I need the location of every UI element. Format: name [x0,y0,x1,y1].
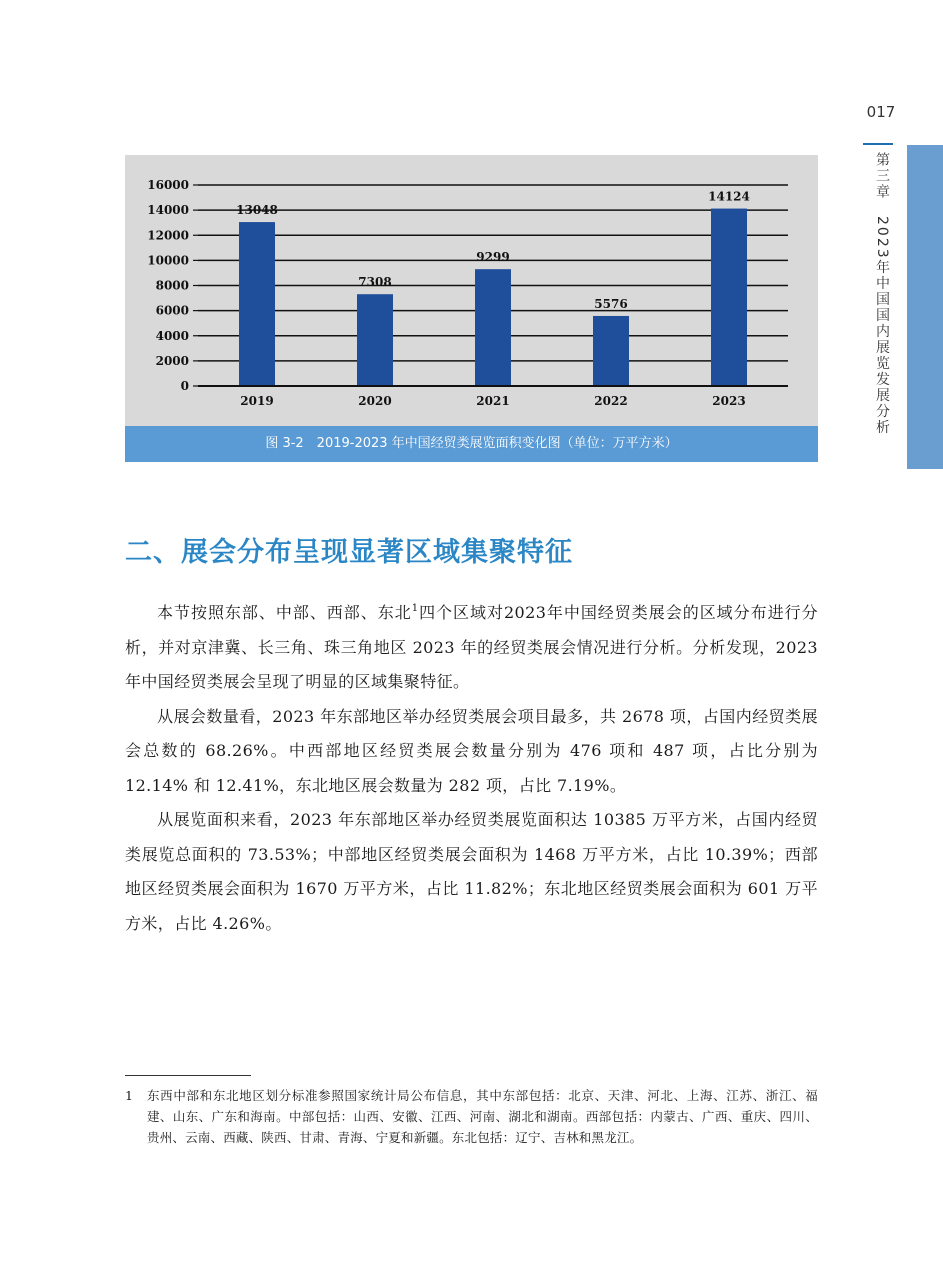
paragraph-2: 从展会数量看，2023 年东部地区举办经贸类展会项目最多，共 2678 项，占国内经贸类展会总数的 68.26%。中西部地区经贸类展会数量分别为 476 项和 487 项，占比分别为 12.14% 和 12.41%，东北地区展会数量为 282 项，占比 7.19%。 [125,706,818,795]
footnote-reference[interactable]: 1 [411,603,419,614]
section-heading: 二、展会分布呈现显著区域集聚特征 [125,537,573,568]
x-tick-label: 2022 [594,394,628,408]
paragraph-1-part-a: 本节按照东部、中部、西部、东北 [157,603,412,622]
y-tick-label: 2000 [155,353,189,368]
x-tick-label: 2020 [358,394,392,408]
data-label: 7308 [358,275,392,290]
chapter-tab [907,145,943,469]
bar [239,222,275,386]
data-label: 5576 [594,296,628,311]
page-number-rule [863,143,893,145]
y-tick-label: 12000 [147,228,189,243]
page-number: 017 [866,103,896,121]
chart-area [125,155,818,426]
y-tick-label: 0 [180,379,189,393]
chapter-label: 第三章 [874,152,890,200]
footnote-rule [125,1075,251,1076]
footnote [125,1085,818,1148]
paragraph-1 [125,596,818,700]
y-tick-label: 14000 [147,203,189,218]
y-tick-label: 4000 [155,328,189,343]
x-tick-label: 2021 [476,394,510,408]
section-body [125,596,818,941]
y-tick-label: 10000 [147,253,189,268]
data-label: 13048 [236,203,278,218]
x-tick-label: 2019 [240,394,274,408]
footnote-number: 1 [125,1088,134,1103]
x-tick-label: 2023 [712,394,746,408]
bar [593,316,629,386]
figure-caption: 图 3-2 2019-2023 年中国经贸类展览面积变化图（单位：万平方米） [125,426,818,462]
paragraph-3: 从展览面积来看，2023 年东部地区举办经贸类展览面积达 10385 万平方米，占国内经贸类展览总面积的 73.53%；中部地区经贸类展会面积为 1468 万平方米，占比 10.39%；西部地区经贸类展会面积为 1670 万平方米，占比 11.82%；东北地区经贸类展会面积为 601 万平方米，占比 4.26%。 [125,810,818,933]
bar-chart [125,155,818,426]
footnote-text: 东西中部和东北地区划分标准参照国家统计局公布信息，其中东部包括：北京、天津、河北、上海、江苏、浙江、福建、山东、广东和海南。中部包括：山西、安徽、江西、河南、湖北和湖南。西部包括：内蒙古、广西、重庆、四川、贵州、云南、西藏、陕西、甘肃、青海、宁夏和新疆。东北包括：辽宁、吉林和黑龙江。 [147,1088,818,1145]
data-label: 14124 [708,189,750,204]
bar [357,294,393,386]
chapter-title: 2023年中国国内展览发展分析 [874,216,890,436]
y-tick-label: 6000 [155,303,189,318]
chapter-running-title [866,152,892,436]
data-label: 9299 [476,250,510,265]
y-tick-label: 8000 [155,278,189,293]
bar [475,269,511,386]
figure-3-2 [125,155,818,462]
paragraph-1-part-b: 四个区域对2023年中国经贸类展会的区域分布进行分析，并对京津冀、长三角、珠三角地区 2023 年的经贸类展会情况进行分析。分析发现，2023 年中国经贸类展会呈现了明显的区域集聚特征。 [125,603,818,691]
bar [711,209,747,386]
y-tick-label: 16000 [147,178,189,192]
